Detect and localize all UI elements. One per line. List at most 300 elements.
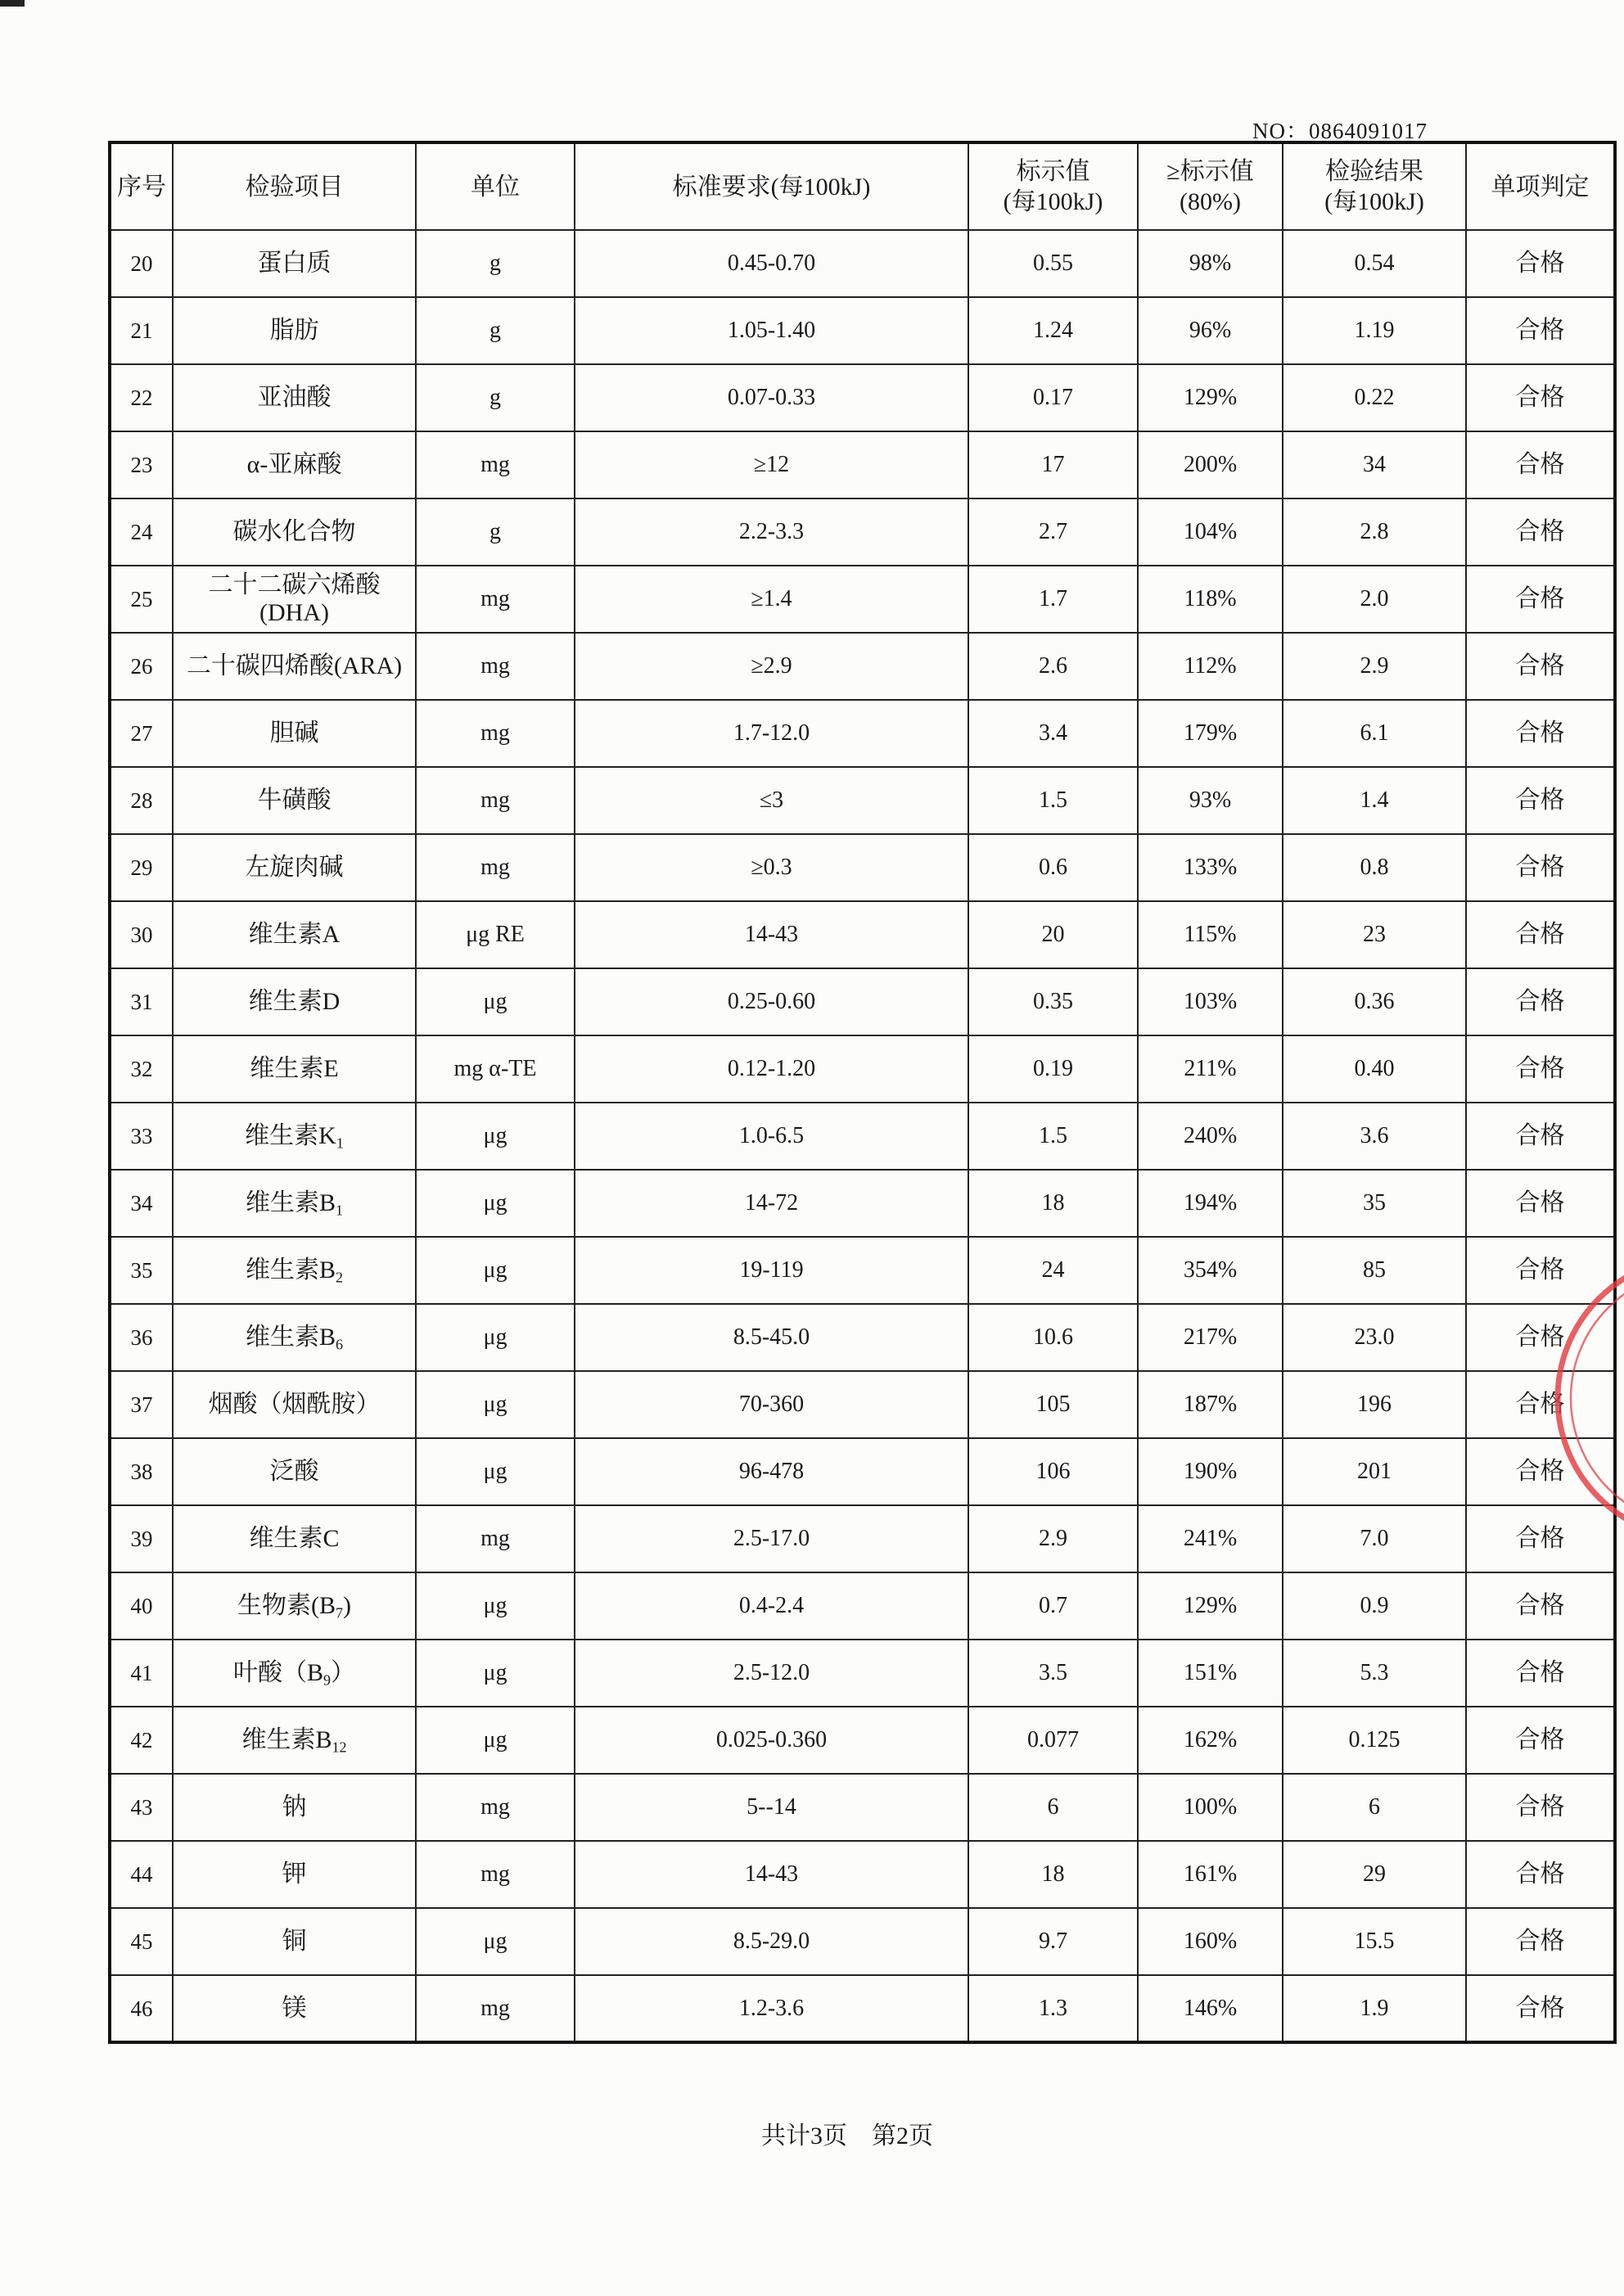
cell-verdict <box>1466 566 1615 633</box>
cell-row-number <box>110 1707 173 1774</box>
standard-requirement-text: 8.5-29.0 <box>733 1928 810 1954</box>
table-row <box>110 498 1615 566</box>
item-name-text: 胆碱 <box>269 719 319 747</box>
cell-verdict <box>1466 364 1615 431</box>
test-result-text: 0.8 <box>1360 855 1389 880</box>
test-result-text: 7.0 <box>1360 1526 1389 1551</box>
header-percent-of-label <box>1138 142 1283 230</box>
percent-of-label-text: 103% <box>1183 989 1238 1014</box>
cell-unit <box>416 1304 575 1371</box>
item-name-text: 铜 <box>282 1928 307 1955</box>
standard-requirement-text: 14-72 <box>744 1190 799 1216</box>
cell-test-result <box>1283 1640 1466 1707</box>
row-number-text: 39 <box>130 1527 153 1551</box>
percent-of-label-text: 112% <box>1184 653 1237 679</box>
unit-text: mg <box>480 1794 510 1820</box>
unit-text: μg <box>483 1660 508 1685</box>
cell-item-name <box>173 968 416 1035</box>
cell-row-number <box>110 901 173 968</box>
row-number-text: 33 <box>130 1124 153 1148</box>
cell-row-number <box>110 767 173 834</box>
table-row <box>110 1572 1615 1640</box>
percent-of-label-text: 241% <box>1183 1526 1238 1551</box>
header-sublabel: (每100kJ) <box>1324 188 1424 215</box>
cell-verdict <box>1466 1707 1615 1774</box>
cell-percent-of-label <box>1138 364 1283 431</box>
cell-row-number <box>110 498 173 566</box>
cell-percent-of-label <box>1138 498 1283 566</box>
test-result-text: 1.9 <box>1360 1995 1389 2021</box>
cell-test-result <box>1283 498 1466 566</box>
cell-item-name <box>173 364 416 431</box>
cell-percent-of-label <box>1138 968 1283 1035</box>
row-number-text: 29 <box>130 855 153 880</box>
item-name-subscript: 9 <box>323 1671 331 1689</box>
row-number-text: 20 <box>130 251 153 276</box>
row-number-text: 37 <box>130 1392 153 1417</box>
cell-standard-requirement <box>575 633 968 700</box>
cell-labeled-value <box>968 1975 1138 2042</box>
test-result-text: 0.22 <box>1354 385 1395 410</box>
verdict-text: 合格 <box>1515 1994 1565 2022</box>
report-number: NO：0864091017 <box>1252 119 1428 143</box>
standard-requirement-text: ≥12 <box>753 452 790 477</box>
cell-percent-of-label <box>1138 297 1283 364</box>
item-name-text: 维生素A <box>248 921 341 948</box>
row-number-text: 46 <box>130 1996 153 2021</box>
cell-item-name <box>173 297 416 364</box>
cell-row-number <box>110 1371 173 1438</box>
cell-test-result <box>1283 1304 1466 1371</box>
test-result-text: 23 <box>1363 922 1386 947</box>
table-row <box>110 1975 1615 2042</box>
cell-verdict <box>1466 767 1615 834</box>
test-result-text: 2.9 <box>1360 653 1389 679</box>
item-name-text: 维生素K <box>245 1122 336 1149</box>
standard-requirement-text: 1.2-3.6 <box>738 1995 805 2021</box>
cell-row-number <box>110 1438 173 1505</box>
cell-unit <box>416 1035 575 1103</box>
cell-row-number <box>110 1774 173 1841</box>
test-result-text: 0.36 <box>1354 989 1395 1014</box>
item-name-text: α-亚麻酸 <box>246 451 342 478</box>
standard-requirement-text: 0.25-0.60 <box>727 989 816 1014</box>
cell-unit <box>416 297 575 364</box>
row-number-text: 24 <box>130 520 153 544</box>
cell-percent-of-label <box>1138 230 1283 297</box>
table-row <box>110 1505 1615 1572</box>
verdict-text: 合格 <box>1515 652 1565 679</box>
table-row <box>110 1371 1615 1438</box>
test-result-text: 201 <box>1357 1459 1392 1484</box>
percent-of-label-text: 98% <box>1189 250 1232 276</box>
verdict-text: 合格 <box>1515 1525 1565 1552</box>
cell-verdict <box>1466 1640 1615 1707</box>
header-label: 单项判定 <box>1491 173 1590 201</box>
seal-inner-ring <box>1571 1270 1624 1526</box>
labeled-value-text: 18 <box>1041 1190 1065 1216</box>
cell-labeled-value <box>968 700 1138 767</box>
unit-text: g <box>489 519 501 544</box>
cell-percent-of-label <box>1138 1103 1283 1170</box>
labeled-value-text: 1.3 <box>1039 1995 1067 2021</box>
cell-percent-of-label <box>1138 1304 1283 1371</box>
table-row <box>110 297 1615 364</box>
cell-labeled-value <box>968 1572 1138 1640</box>
row-number-text: 32 <box>130 1057 153 1081</box>
cell-labeled-value <box>968 230 1138 297</box>
cell-row-number <box>110 1640 173 1707</box>
verdict-text: 合格 <box>1515 1793 1565 1820</box>
verdict-text: 合格 <box>1515 787 1565 814</box>
cell-unit <box>416 1841 575 1908</box>
cell-unit <box>416 1237 575 1304</box>
percent-of-label-text: 217% <box>1183 1324 1238 1350</box>
cell-percent-of-label <box>1138 1438 1283 1505</box>
unit-text: mg <box>480 586 510 611</box>
cell-percent-of-label <box>1138 1707 1283 1774</box>
labeled-value-text: 105 <box>1035 1392 1071 1417</box>
table-header-row <box>110 142 1615 230</box>
table-row <box>110 1640 1615 1707</box>
cell-item-name <box>173 498 416 566</box>
unit-text: mg <box>480 653 510 679</box>
percent-of-label-text: 133% <box>1183 855 1238 880</box>
cell-unit <box>416 834 575 901</box>
verdict-text: 合格 <box>1515 719 1565 747</box>
header-test-result <box>1283 142 1466 230</box>
cell-standard-requirement <box>575 1505 968 1572</box>
cell-standard-requirement <box>575 1035 968 1103</box>
cell-percent-of-label <box>1138 1640 1283 1707</box>
labeled-value-text: 3.4 <box>1039 720 1067 746</box>
percent-of-label-text: 190% <box>1183 1459 1238 1484</box>
item-name-text: 泛酸 <box>269 1458 319 1485</box>
unit-text: mg <box>480 1861 510 1887</box>
item-name-text: 烟酸（烟酰胺） <box>208 1391 381 1418</box>
verdict-text: 合格 <box>1515 1256 1565 1283</box>
cell-unit <box>416 633 575 700</box>
labeled-value-text: 2.6 <box>1039 653 1067 679</box>
cell-verdict <box>1466 1841 1615 1908</box>
item-name-text: 钠 <box>282 1793 307 1820</box>
cell-verdict <box>1466 297 1615 364</box>
unit-text: μg <box>483 1392 508 1417</box>
cell-unit <box>416 431 575 498</box>
cell-test-result <box>1283 1774 1466 1841</box>
cell-row-number <box>110 1841 173 1908</box>
row-number-text: 42 <box>130 1728 153 1752</box>
cell-unit <box>416 767 575 834</box>
header-label: 单位 <box>471 173 520 201</box>
header-unit <box>416 142 575 230</box>
cell-row-number <box>110 364 173 431</box>
test-result-text: 6 <box>1369 1794 1380 1820</box>
cell-labeled-value <box>968 1774 1138 1841</box>
row-number-text: 28 <box>130 788 153 813</box>
row-number-text: 44 <box>130 1862 153 1887</box>
header-sublabel: (每100kJ) <box>1003 188 1103 215</box>
cell-unit <box>416 1103 575 1170</box>
header-label: ≥标示值 <box>1166 158 1254 185</box>
table-row <box>110 431 1615 498</box>
cell-test-result <box>1283 230 1466 297</box>
unit-text: μg <box>483 1459 508 1484</box>
table-row <box>110 901 1615 968</box>
cell-row-number <box>110 968 173 1035</box>
cell-test-result <box>1283 1975 1466 2042</box>
item-name-subscript: 6 <box>336 1336 343 1353</box>
item-name-tail: ) <box>343 1592 351 1619</box>
table-row <box>110 364 1615 431</box>
cell-standard-requirement <box>575 431 968 498</box>
cell-labeled-value <box>968 566 1138 633</box>
cell-row-number <box>110 566 173 633</box>
cell-item-name <box>173 1908 416 1975</box>
cell-standard-requirement <box>575 1640 968 1707</box>
header-sublabel: (80%) <box>1180 188 1241 215</box>
cell-row-number <box>110 431 173 498</box>
cell-test-result <box>1283 1841 1466 1908</box>
test-result-text: 35 <box>1363 1190 1386 1216</box>
cell-labeled-value <box>968 968 1138 1035</box>
cell-percent-of-label <box>1138 834 1283 901</box>
header-row-number <box>110 142 173 230</box>
item-name-subscript: 1 <box>336 1134 344 1152</box>
standard-requirement-text: 5--14 <box>747 1794 796 1820</box>
table-row <box>110 1774 1615 1841</box>
item-name-text: 维生素B <box>245 1189 336 1216</box>
percent-of-label-text: 240% <box>1183 1123 1238 1148</box>
verdict-text: 合格 <box>1515 1659 1565 1686</box>
cell-unit <box>416 1707 575 1774</box>
labeled-value-text: 2.7 <box>1039 519 1067 544</box>
cell-verdict <box>1466 1774 1615 1841</box>
cell-verdict <box>1466 431 1615 498</box>
cell-standard-requirement <box>575 1304 968 1371</box>
cell-standard-requirement <box>575 1908 968 1975</box>
row-number-text: 30 <box>130 922 153 947</box>
labeled-value-text: 3.5 <box>1039 1660 1067 1685</box>
cell-item-name <box>173 834 416 901</box>
row-number-text: 45 <box>130 1929 153 1954</box>
item-name-text: 维生素C <box>249 1525 340 1552</box>
cell-labeled-value <box>968 1505 1138 1572</box>
cell-test-result <box>1283 1371 1466 1438</box>
unit-text: mg α-TE <box>453 1056 537 1081</box>
header-label: 检验项目 <box>245 173 344 201</box>
cell-labeled-value <box>968 498 1138 566</box>
cell-test-result <box>1283 1237 1466 1304</box>
labeled-value-text: 1.7 <box>1039 586 1067 611</box>
labeled-value-text: 1.24 <box>1033 318 1073 343</box>
cell-labeled-value <box>968 1908 1138 1975</box>
test-result-text: 3.6 <box>1360 1123 1389 1148</box>
percent-of-label-text: 146% <box>1183 1995 1238 2021</box>
item-name-text: 钾 <box>282 1861 307 1888</box>
percent-of-label-text: 354% <box>1183 1257 1238 1283</box>
test-result-text: 23.0 <box>1354 1324 1395 1350</box>
labeled-value-text: 6 <box>1047 1794 1059 1820</box>
row-number-text: 25 <box>130 587 153 611</box>
table-row <box>110 566 1615 633</box>
labeled-value-text: 2.9 <box>1039 1526 1067 1551</box>
cell-percent-of-label <box>1138 1774 1283 1841</box>
cell-labeled-value <box>968 1170 1138 1237</box>
cell-standard-requirement <box>575 1572 968 1640</box>
cell-test-result <box>1283 901 1466 968</box>
unit-text: g <box>489 318 501 343</box>
cell-item-name <box>173 1707 416 1774</box>
test-result-text: 0.9 <box>1360 1593 1389 1618</box>
red-seal-stamp <box>1539 1211 1624 1588</box>
verdict-text: 合格 <box>1515 1592 1565 1619</box>
unit-text: mg <box>480 1526 510 1551</box>
item-name-text: 脂肪 <box>269 317 319 344</box>
test-result-text: 2.8 <box>1360 519 1389 544</box>
cell-row-number <box>110 1170 173 1237</box>
row-number-text: 27 <box>130 721 153 746</box>
row-number-text: 43 <box>130 1795 153 1820</box>
cell-percent-of-label <box>1138 700 1283 767</box>
cell-item-name <box>173 566 416 633</box>
percent-of-label-text: 118% <box>1184 586 1237 611</box>
test-result-text: 1.19 <box>1354 318 1395 343</box>
cell-labeled-value <box>968 1237 1138 1304</box>
cell-item-name <box>173 1035 416 1103</box>
item-name-subscript: 12 <box>332 1739 347 1756</box>
labeled-value-text: 1.5 <box>1039 787 1067 813</box>
cell-test-result <box>1283 1908 1466 1975</box>
test-result-text: 2.0 <box>1360 586 1389 611</box>
standard-requirement-text: ≥0.3 <box>751 855 792 880</box>
test-result-text: 6.1 <box>1360 720 1389 746</box>
unit-text: μg <box>483 1727 508 1752</box>
verdict-text: 合格 <box>1515 1189 1565 1216</box>
test-result-text: 34 <box>1363 452 1386 477</box>
cell-test-result <box>1283 431 1466 498</box>
cell-standard-requirement <box>575 1774 968 1841</box>
item-name-subscript: 7 <box>336 1604 343 1622</box>
cell-standard-requirement <box>575 1707 968 1774</box>
standard-requirement-text: 2.5-17.0 <box>733 1526 810 1551</box>
cell-row-number <box>110 633 173 700</box>
standard-requirement-text: 14-43 <box>744 922 799 947</box>
cell-unit <box>416 1774 575 1841</box>
verdict-text: 合格 <box>1515 250 1565 277</box>
table-row <box>110 1237 1615 1304</box>
cell-test-result <box>1283 297 1466 364</box>
header-label: 序号 <box>117 173 166 201</box>
item-name-second-line: (DHA) <box>259 599 329 626</box>
cell-unit <box>416 566 575 633</box>
unit-text: μg <box>483 1123 508 1148</box>
table-row <box>110 968 1615 1035</box>
labeled-value-text: 20 <box>1041 922 1065 947</box>
cell-item-name <box>173 1841 416 1908</box>
standard-requirement-text: ≥2.9 <box>751 653 792 679</box>
table-row <box>110 633 1615 700</box>
cell-test-result <box>1283 968 1466 1035</box>
test-result-text: 0.40 <box>1354 1056 1395 1081</box>
table-row <box>110 1103 1615 1170</box>
cell-labeled-value <box>968 297 1138 364</box>
unit-text: μg RE <box>466 922 525 947</box>
row-number-text: 41 <box>130 1661 153 1685</box>
cell-labeled-value <box>968 1707 1138 1774</box>
cell-percent-of-label <box>1138 1371 1283 1438</box>
cell-unit <box>416 1505 575 1572</box>
row-number-text: 38 <box>130 1459 153 1484</box>
cell-unit <box>416 1975 575 2042</box>
cell-test-result <box>1283 1035 1466 1103</box>
cell-test-result <box>1283 1103 1466 1170</box>
seal-outer-ring <box>1558 1257 1624 1539</box>
cell-verdict <box>1466 1103 1615 1170</box>
cell-item-name <box>173 1438 416 1505</box>
cell-row-number <box>110 1304 173 1371</box>
header-label: 标示值 <box>1016 158 1090 185</box>
table-row <box>110 1170 1615 1237</box>
cell-standard-requirement <box>575 297 968 364</box>
item-name-text: 碳水化合物 <box>232 518 356 545</box>
header-verdict <box>1466 142 1615 230</box>
cell-verdict <box>1466 230 1615 297</box>
labeled-value-text: 0.17 <box>1033 385 1073 410</box>
cell-item-name <box>173 1170 416 1237</box>
labeled-value-text: 1.5 <box>1039 1123 1067 1148</box>
cell-labeled-value <box>968 1371 1138 1438</box>
table-row <box>110 1438 1615 1505</box>
item-name-text: 二十碳四烯酸(ARA) <box>186 652 403 679</box>
cell-unit <box>416 700 575 767</box>
table-row <box>110 700 1615 767</box>
unit-text: g <box>489 385 501 410</box>
cell-test-result <box>1283 1572 1466 1640</box>
cell-labeled-value <box>968 834 1138 901</box>
labeled-value-text: 0.35 <box>1033 989 1073 1014</box>
item-name-text: 维生素B <box>241 1726 332 1753</box>
cell-percent-of-label <box>1138 633 1283 700</box>
cell-test-result <box>1283 767 1466 834</box>
item-name-text: 镁 <box>282 1994 307 2022</box>
cell-standard-requirement <box>575 364 968 431</box>
cell-row-number <box>110 230 173 297</box>
item-name-text: 蛋白质 <box>257 250 332 277</box>
item-name-text: 维生素B <box>245 1256 336 1283</box>
cell-verdict <box>1466 901 1615 968</box>
cell-row-number <box>110 1505 173 1572</box>
cell-test-result <box>1283 1438 1466 1505</box>
cell-test-result <box>1283 1707 1466 1774</box>
cell-percent-of-label <box>1138 1841 1283 1908</box>
cell-row-number <box>110 1975 173 2042</box>
page-footer: 共计3页 第2页 <box>761 2122 933 2149</box>
table-row <box>110 230 1615 297</box>
cell-labeled-value <box>968 1841 1138 1908</box>
row-number-text: 34 <box>130 1191 153 1216</box>
test-result-text: 0.125 <box>1348 1727 1401 1752</box>
header-labeled-value <box>968 142 1138 230</box>
percent-of-label-text: 115% <box>1184 922 1237 947</box>
cell-item-name <box>173 700 416 767</box>
standard-requirement-text: 0.12-1.20 <box>727 1056 816 1081</box>
cell-item-name <box>173 230 416 297</box>
item-name-text: 左旋肉碱 <box>245 854 344 881</box>
cell-test-result <box>1283 1170 1466 1237</box>
unit-text: μg <box>483 1593 508 1618</box>
cell-item-name <box>173 633 416 700</box>
